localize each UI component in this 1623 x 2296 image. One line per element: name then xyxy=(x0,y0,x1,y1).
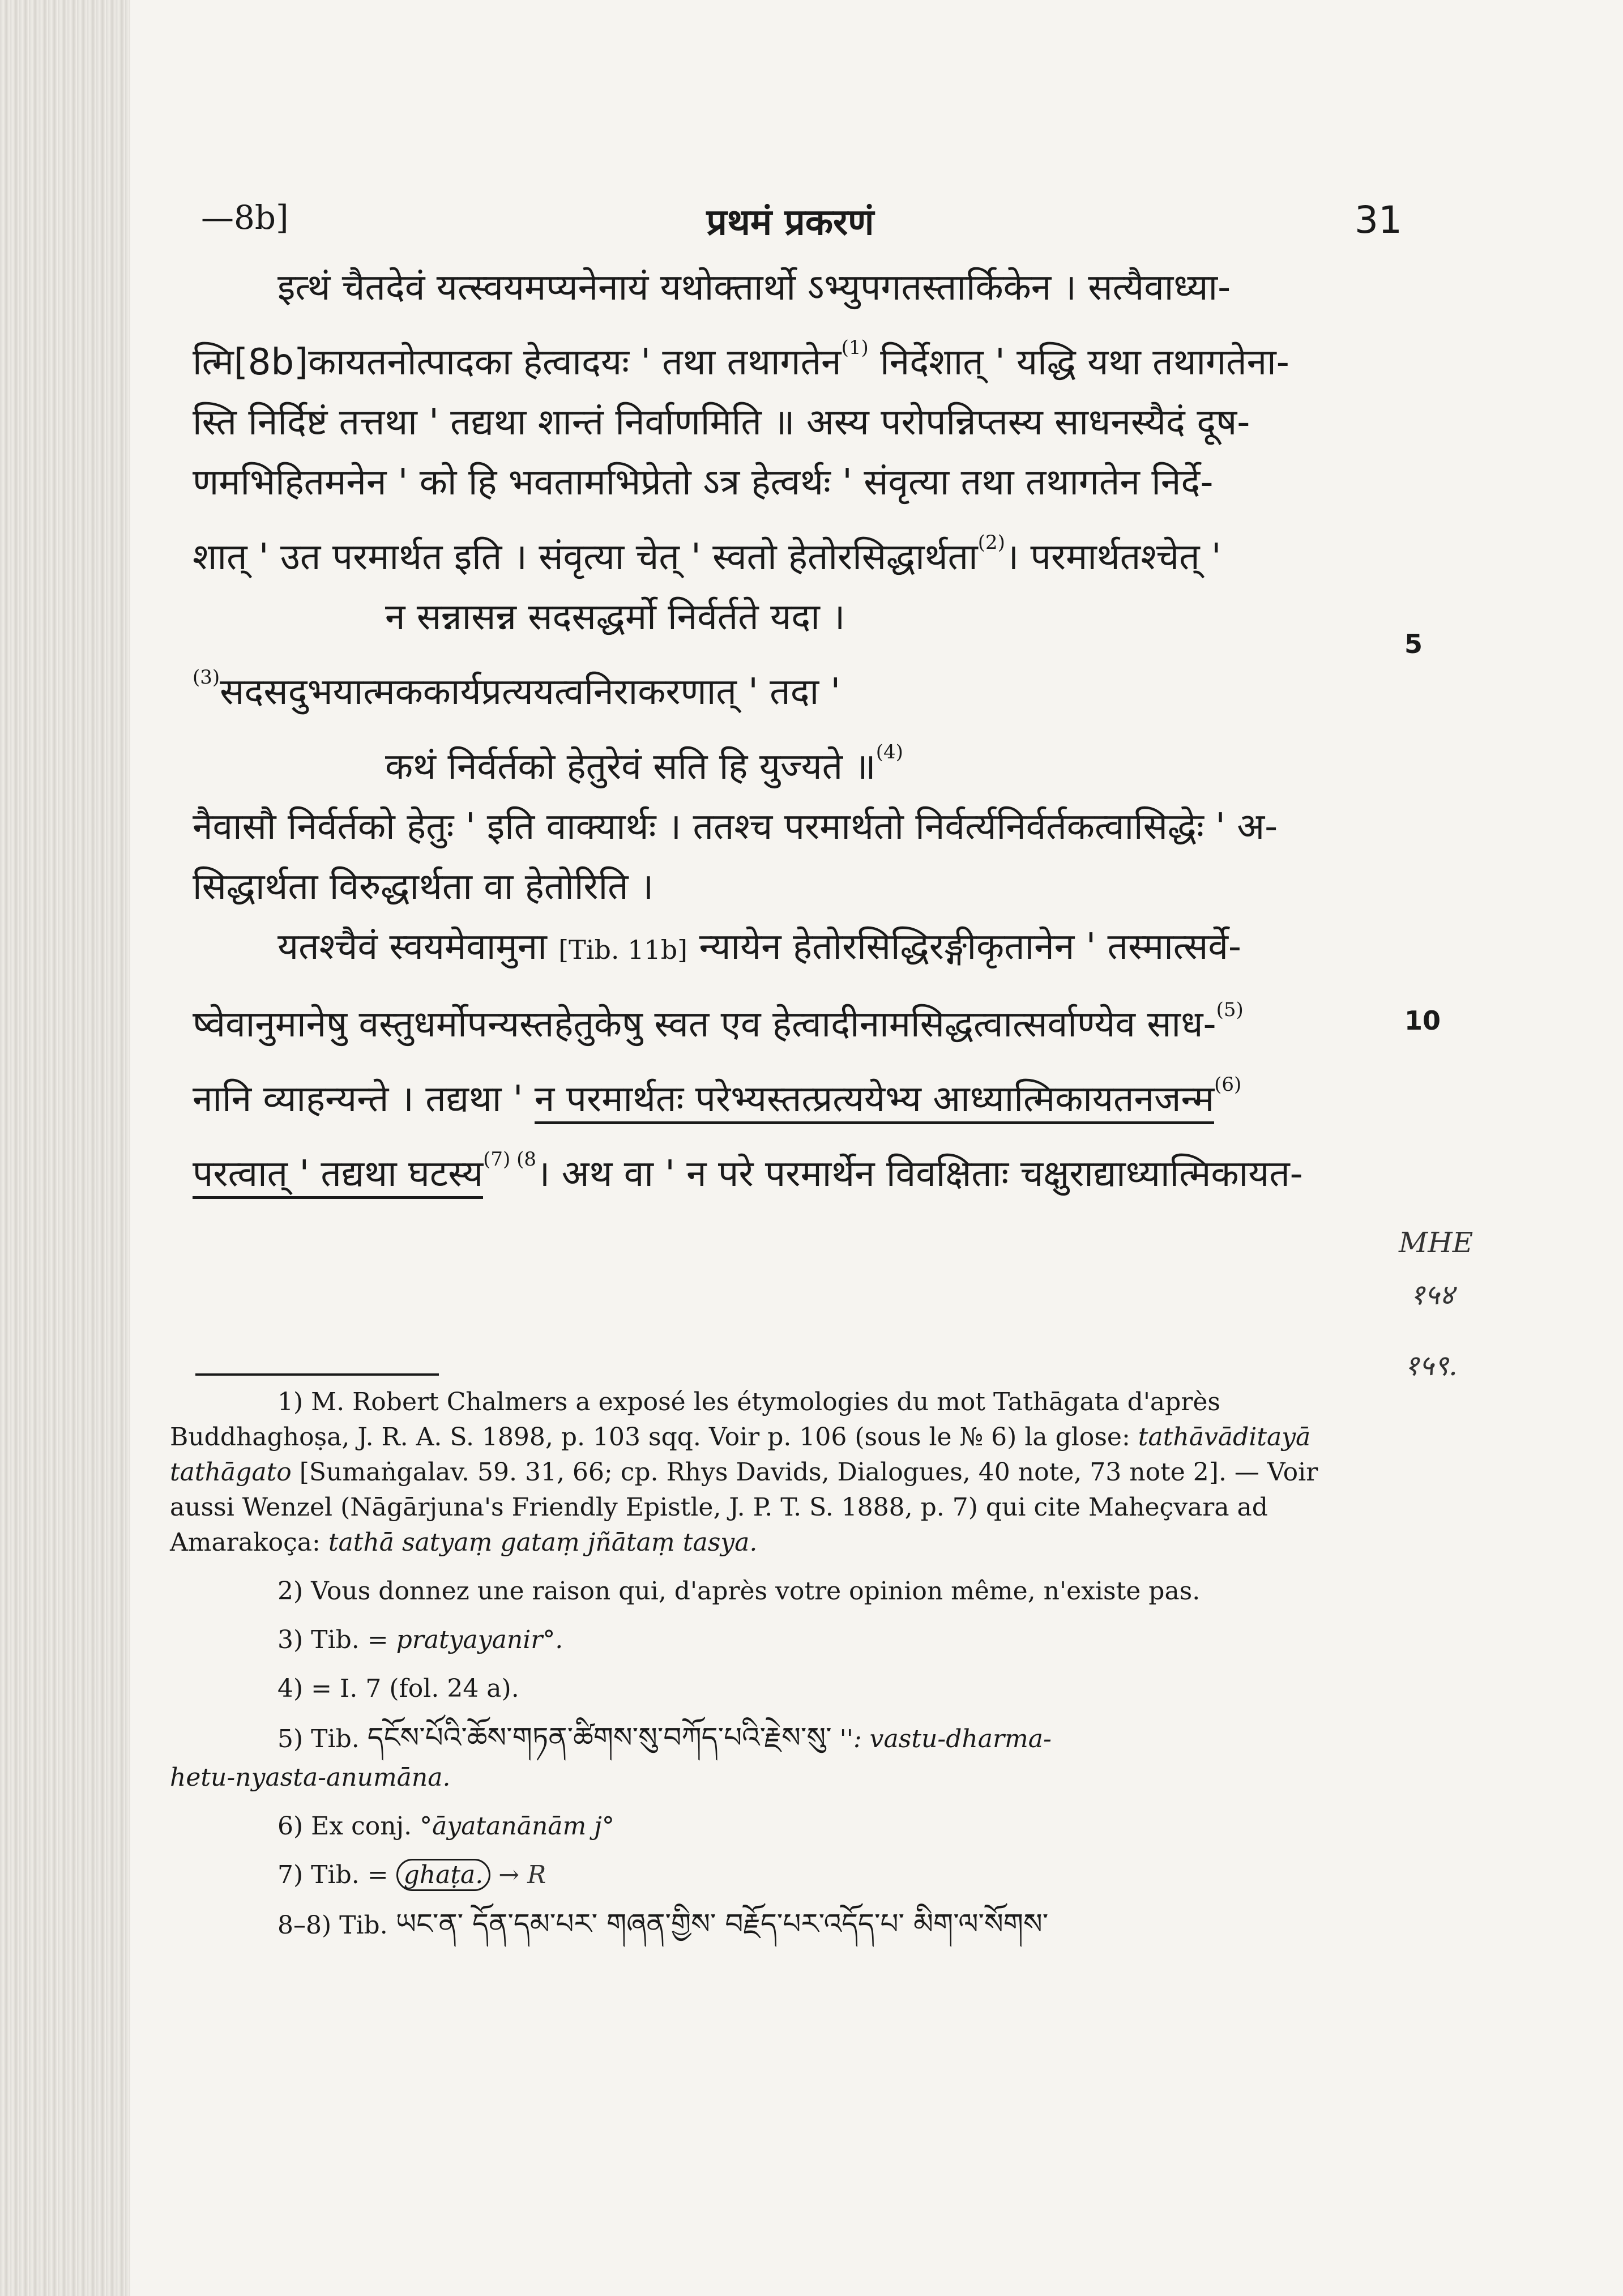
text-line xyxy=(193,980,1387,1055)
footnote-marker: (4) xyxy=(875,741,903,763)
footnote-gloss: tathāvāditayā tathāgato xyxy=(170,1423,1311,1487)
footnote-separator xyxy=(195,1373,439,1376)
text-line xyxy=(193,917,1387,980)
footnote-marker: (5) xyxy=(1216,998,1244,1021)
text-segment: ष्वेवानुमानेषु वस्तुधर्मोपन्यस्तहेतुकेषु स्वत एव हेत्वादीनामसिद्धत्वात्सर्वाण्येव साध- xyxy=(193,1004,1216,1045)
footnote-6 xyxy=(170,1809,1376,1844)
verse-line: न सन्नासन्न सदसद्धर्मो निर्वर्तते यदा । xyxy=(385,596,845,638)
footnote-gloss: tathā satyaṃ gataṃ jñātaṃ tasya. xyxy=(328,1528,758,1557)
footnote-text: 7) Tib. = xyxy=(277,1860,388,1889)
text-line: स्ति निर्दिष्टं तत्तथा ' तद्यथा शान्तं निर्वाणमिति ॥ अस्य परोपन्निप्तस्य साधनस्यैदं दूष- xyxy=(193,402,1250,443)
text-segment: त्मि[8b]कायतनोत्पादका हेत्वादयः ' तथा तथागतेन xyxy=(193,342,842,383)
tibetan-text: ཡང་ན་ དོན་དམ་པར་ གཞན་གྱིས་ བརྗོད་པར་འདོད་པ་ མིག་ལ་སོགས་ xyxy=(395,1907,1049,1940)
text-segment: नानि व्याहन्यन्ते । तद्यथा ' xyxy=(193,1078,523,1120)
footnote-5-continuation: hetu-nyasta-anumāna. xyxy=(170,1763,451,1792)
footnote-text: 5) Tib. xyxy=(277,1725,360,1753)
circled-gloss: ghaṭa. xyxy=(396,1859,491,1891)
footnote-marker: (3) xyxy=(193,666,220,689)
page-number: 31 xyxy=(1355,198,1402,242)
line-number-10: 10 xyxy=(1404,1005,1441,1036)
text-line: नैवासौ निर्वर्तको हेतुः ' इति वाक्यार्थः । ततश्च परमार्थतो निर्वर्त्यनिर्वर्तकत्वासिद्धेः ' अ- xyxy=(193,806,1278,848)
footnote-7 xyxy=(170,1858,1376,1893)
text-line xyxy=(193,318,1387,392)
tibetan-text: དངོས་པོའི་ཆོས་གཏན་ཚིགས་སུ་བཀོད་པའི་རྗེས་སུ་ xyxy=(367,1721,832,1754)
text-segment: निर्देशात् ' यद्धि यथा तथागतेना- xyxy=(880,342,1289,383)
footnote-text: 3) Tib. = xyxy=(277,1625,396,1654)
running-head xyxy=(201,198,1402,249)
footnote-text: 1) M. Robert Chalmers a exposé les étymologies du mot Tathāgata d'après Buddhaghoṣa, J. R. A. S. 1898, p. 103 sqq. Voir p. 106 (sous le № 6) la glose: xyxy=(170,1388,1220,1452)
text-line xyxy=(193,1129,1387,1204)
footnote-4: 4) = I. 7 (fol. 24 a). xyxy=(277,1674,519,1703)
footnote-5 xyxy=(170,1720,1376,1757)
footnote-text: [Sumaṅgalav. 59. 31, 66; cp. Rhys Davids, Dialogues, 40 note, 73 note 2]. — Voir aussi Wenzel (Nāgārjuna's Friendly Epistle, J. P. T. S. 1888, p. 7) qui cite Maheçvara ad Amarakoça: xyxy=(170,1458,1318,1557)
line-number-5: 5 xyxy=(1404,629,1423,659)
text-line xyxy=(193,647,1387,722)
tibetan-folio-ref: [Tib. 11b] xyxy=(558,934,688,965)
verse-line xyxy=(193,722,1387,797)
footnote-1 xyxy=(170,1385,1376,1560)
scan-edge-shadow xyxy=(0,0,130,2296)
footnote-gloss: °āyatanānām j° xyxy=(420,1812,614,1841)
text-segment: शात् ' उत परमार्थत इति । संवृत्या चेत् ' स्वतो हेतोरसिद्धार्थता xyxy=(193,536,978,578)
underlined-segment: परत्वात् ' तद्यथा घटस्य xyxy=(193,1153,483,1199)
text-line: सिद्धार्थता विरुद्धार्थता वा हेतोरिति । xyxy=(193,866,654,908)
footnote-8 xyxy=(170,1906,1376,1943)
footnote-2: 2) Vous donnez une raison qui, d'après votre opinion même, n'existe pas. xyxy=(277,1577,1201,1606)
text-line xyxy=(193,513,1387,587)
text-line xyxy=(193,1055,1387,1129)
footnote-marker: (1) xyxy=(841,336,869,359)
footnotes-block xyxy=(170,1385,1376,1957)
running-head-title: प्रथमं प्रकरणं xyxy=(706,201,874,244)
main-text-block xyxy=(193,258,1387,1204)
footnote-text: 8–8) Tib. xyxy=(277,1911,388,1940)
running-head-left: —8b] xyxy=(201,198,289,237)
underlined-segment: न परमार्थतः परेभ्यस्तत्प्रत्ययेभ्य आध्यात्मिकायतनजन्म xyxy=(535,1078,1214,1124)
text-segment: । परमार्थतश्चेत् ' xyxy=(1005,536,1221,578)
footnote-text: 6) Ex conj. xyxy=(277,1812,420,1841)
text-segment: न्यायेन हेतोरसिद्धिरङ्गीकृतानेन ' तस्मात्सर्वे- xyxy=(699,926,1242,968)
handwritten-margin-note: MHE xyxy=(1399,1226,1473,1259)
footnote-3 xyxy=(170,1623,1376,1658)
footnote-marker: (7) (8 xyxy=(483,1148,536,1171)
handwritten-margin-note: १५९. xyxy=(1404,1349,1458,1382)
text-line: इत्थं चैतदेवं यत्स्वयमप्यनेनायं यथोक्तार्थो ऽभ्युपगतस्तार्किकेन । सत्यैवाध्या- xyxy=(277,267,1231,309)
footnote-gloss: pratyayanir°. xyxy=(396,1625,563,1654)
text-segment: । अथ वा ' न परे परमार्थेन विवक्षिताः चक्षुराद्याध्यात्मिकायत- xyxy=(536,1153,1303,1195)
text-segment: कथं निर्वर्तको हेतुरेवं सति हि युज्यते ॥ xyxy=(385,746,876,788)
footnote-marker: (6) xyxy=(1214,1073,1242,1096)
text-segment: सदसदुभयात्मककार्यप्रत्ययत्वनिराकरणात् ' तदा ' xyxy=(220,671,841,713)
handwritten-margin-note: १५४ xyxy=(1410,1278,1454,1311)
footnote-marker: (2) xyxy=(977,531,1005,554)
text-segment: यतश्चैवं स्वयमेवामुना xyxy=(277,926,547,968)
footnote-gloss: '': vastu-dharma- xyxy=(839,1725,1052,1753)
text-line: णमभिहितमनेन ' को हि भवतामभिप्रेतो ऽत्र हेत्वर्थः ' संवृत्या तथा तथागतेन निर्दे- xyxy=(193,462,1214,503)
handwritten-annotation: → R xyxy=(498,1860,546,1889)
